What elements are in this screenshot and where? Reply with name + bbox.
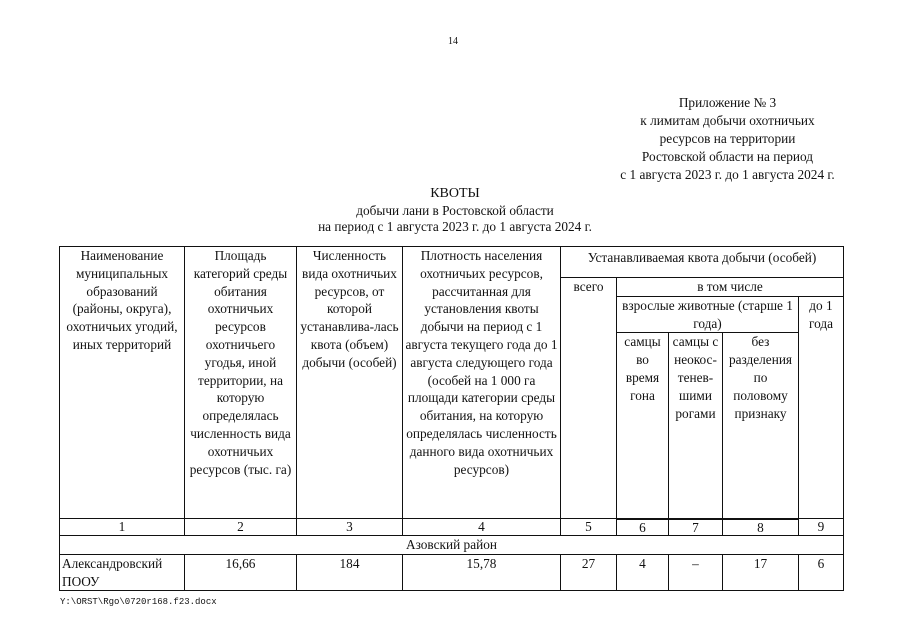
document-title (230, 186, 680, 236)
header-quota: Устанавливаемая квота добычи (особей) (561, 247, 844, 278)
column-number: 1 (60, 519, 185, 536)
header-under1: до 1 года (799, 296, 844, 519)
cell-males-rut: 4 (617, 554, 669, 591)
cell-area: 16,66 (185, 554, 297, 591)
appendix-header (600, 94, 855, 184)
header-density: Плотность населения охотничьих ресурсов, рассчитанная для установления квоты добычи на период с 1 августа текущего года до 1 августа следующего года (особей на 1 000 га площади категории среды обитания, на которую определялась численность данного вида охотничьих ресурсов) (403, 247, 561, 519)
header-population: Численность вида охотничьих ресурсов, от которой устанавлива-лась квота (объем) добычи (особей) (297, 247, 403, 519)
cell-no-sex-split: 17 (723, 554, 799, 591)
district-row (60, 535, 844, 554)
header-males-unossified: самцы с неокос-тенев-шими рогами (669, 333, 723, 519)
quota-table (59, 246, 844, 591)
column-number: 5 (561, 519, 617, 536)
title-period: на период с 1 августа 2023 г. до 1 августа 2024 г. (318, 219, 592, 234)
header-name: Наименование муниципальных образований (районы, округа), охотничьих угодий, иных территорий (60, 247, 185, 519)
header-no-sex-split: без разделения по половому признаку (723, 333, 799, 519)
appendix-line: Приложение № 3 (678, 95, 777, 110)
cell-total: 27 (561, 554, 617, 591)
cell-males-unossified: – (669, 554, 723, 591)
header-males-rut: самцы во время гона (617, 333, 669, 519)
column-number: 3 (297, 519, 403, 536)
header-area: Площадь категорий среды обитания охотничьих ресурсов охотничьего угодья, иной территории, на которую определялась численность вида охотничьих ресурсов (тыс. га) (185, 247, 297, 519)
header-total: всего (561, 278, 617, 519)
column-number: 6 (617, 519, 669, 536)
district-name: Азовский район (60, 535, 844, 554)
appendix-line: к лимитам добычи охотничьих (640, 113, 815, 128)
appendix-line: ресурсов на территории (659, 131, 796, 146)
column-number: 8 (723, 519, 799, 536)
column-number: 9 (799, 519, 844, 536)
column-numbers-row (60, 519, 844, 536)
column-number: 4 (403, 519, 561, 536)
title-main: КВОТЫ (430, 186, 480, 201)
title-subtitle: добычи лани в Ростовской области (356, 202, 554, 218)
page-number: 14 (448, 36, 458, 47)
cell-under1: 6 (799, 554, 844, 591)
column-number: 2 (185, 519, 297, 536)
cell-population: 184 (297, 554, 403, 591)
footer-file-path: Y:\ORST\Rgo\0720r168.f23.docx (60, 597, 217, 607)
column-number: 7 (669, 519, 723, 536)
appendix-line: с 1 августа 2023 г. до 1 августа 2024 г. (620, 167, 835, 182)
appendix-line: Ростовской области на период (641, 149, 814, 164)
header-adults: взрослые животные (старше 1 года) (617, 296, 799, 333)
header-including: в том числе (617, 278, 844, 297)
cell-name: Александровский ПООУ (60, 554, 185, 591)
cell-density: 15,78 (403, 554, 561, 591)
header-row (60, 247, 844, 278)
table-row (60, 554, 844, 591)
